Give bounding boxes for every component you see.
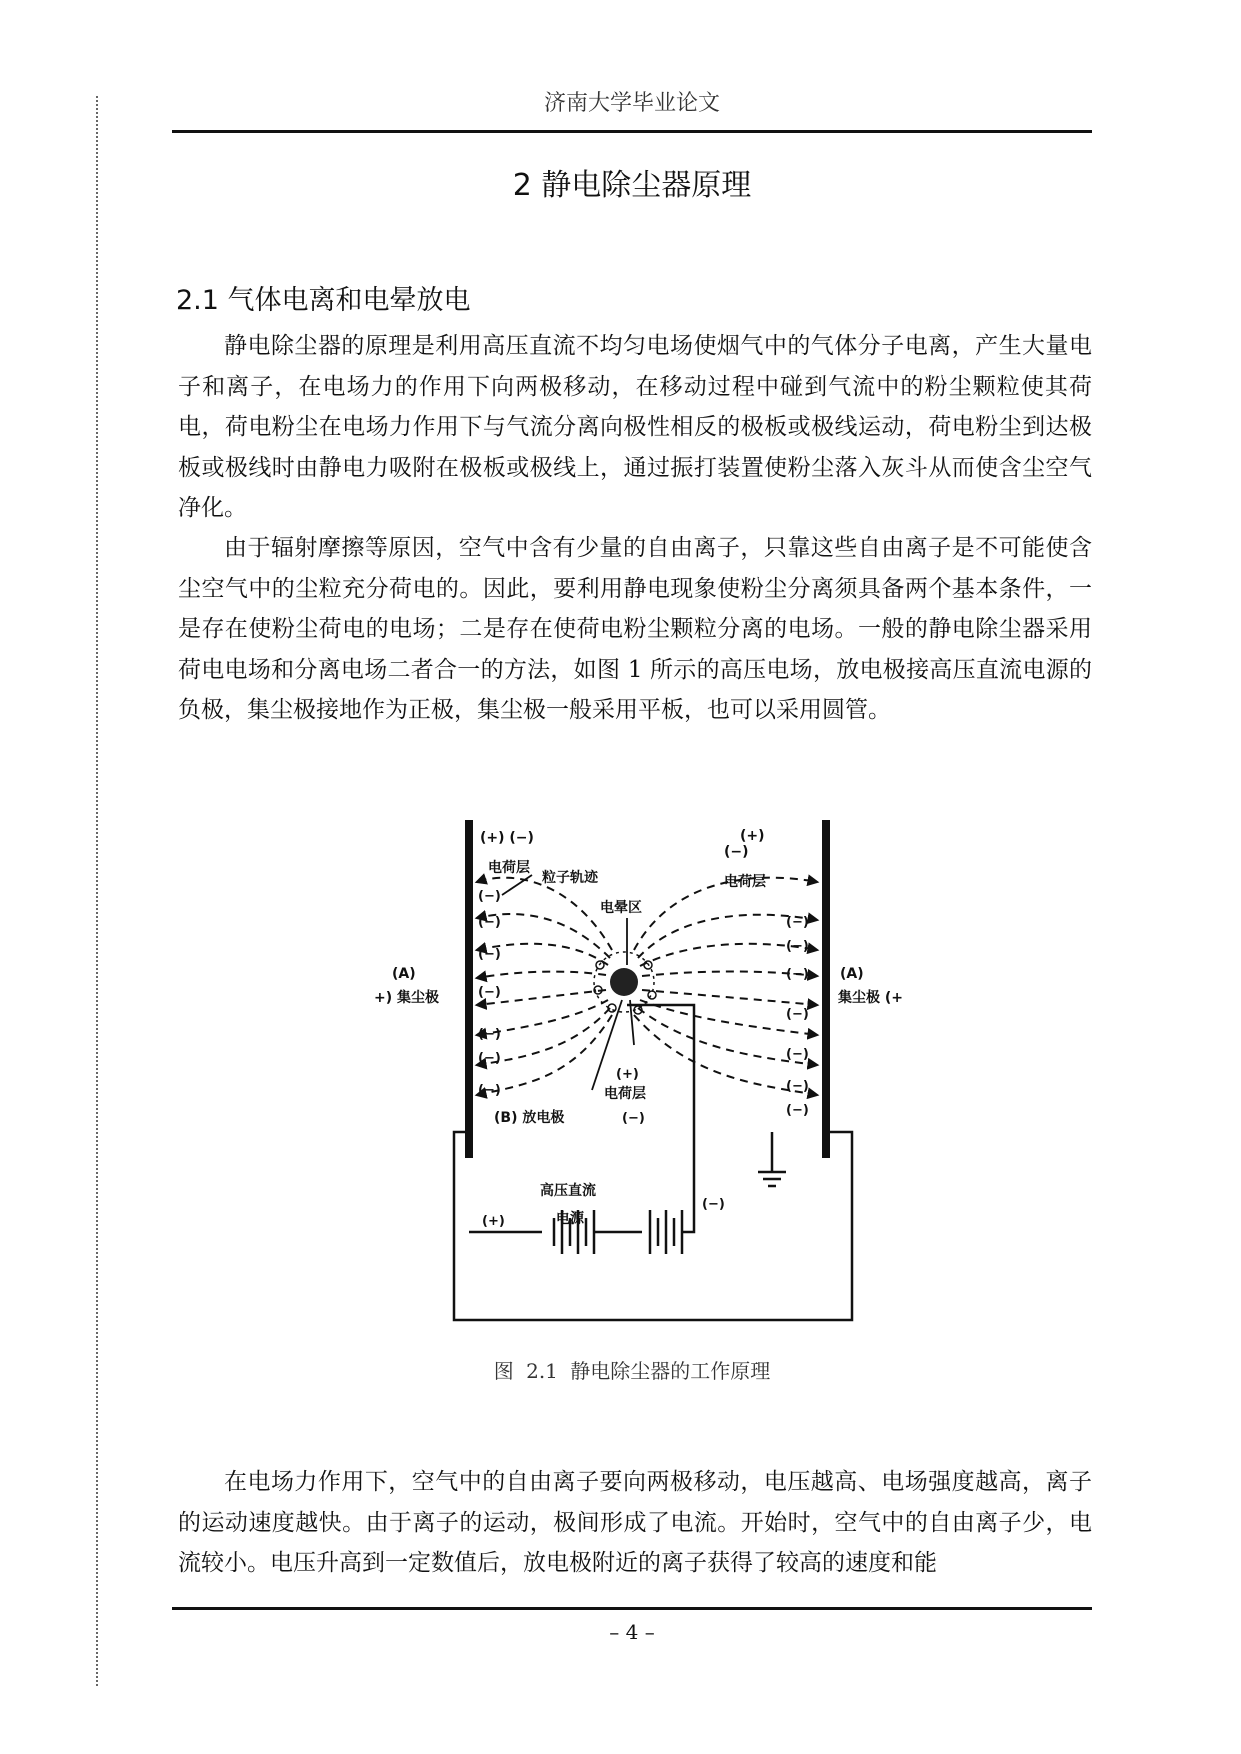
neg-charge-mark: (−) [786,967,809,982]
neg-charge-mark: (−) [786,915,809,930]
header-rule [172,130,1092,133]
label-power-supply-1: 高压直流 [540,1183,596,1199]
paragraph: 在电场力作用下，空气中的自由离子要向两极移动，电压越高、电场强度越高，离子的运动速度越快。由于离子的运动，极间形成了电流。开始时，空气中的自由离子少，电流较小。电压升高到一定数值后，放电极附近的离子获得了较高的速度和能 [178,1469,1092,1576]
neg-charge-mark: (−) [786,939,809,954]
label-center-plus: (+) [616,1067,639,1082]
label-left-top: (+) (−) [480,830,534,846]
collector-plate-right [822,820,830,1158]
neg-charge-mark: (−) [786,1007,809,1022]
figure-caption: 图 2.1 静电除尘器的工作原理 [493,1359,771,1383]
neg-charge-mark: (−) [478,1051,501,1066]
chapter-title: 2 静电除尘器原理 [512,168,752,203]
paragraph: 由于辐射摩擦等原因，空气中含有少量的自由离子，只靠这些自由离子是不可能使含尘空气中的尘粒充分荷电的。因此，要利用静电现象使粉尘分离须具备两个基本条件，一是存在使粉尘荷电的电场；二是存在使荷电粉尘颗粒分离的电场。一般的静电除尘器采用荷电电场和分离电场二者合一的方法，如图 1 所示的高压电场，放电极接高压直流电源的负极，集尘极接地作为正极，集尘极一般采用平板，也可以采用圆管。 [178,535,1092,723]
label-discharge-electrode: (B) 放电极 [494,1110,565,1126]
electrostatic-precipitator-figure [372,800,972,1340]
binding-margin-line [96,96,98,1686]
label-a-left: (A) [392,966,416,982]
neg-charge-mark: (−) [478,1083,501,1098]
label-a-right: (A) [840,966,864,982]
neg-charge-mark: (−) [786,1103,809,1118]
section-title: 2.1 气体电离和电晕放电 [176,285,471,316]
precipitator-diagram [372,800,972,1340]
neg-charge-mark: (−) [478,947,501,962]
neg-charge-mark: (−) [478,1027,501,1042]
neg-charge-mark: (−) [786,1079,809,1094]
label-collector-right: 集尘极 (+ [838,990,904,1006]
label-charge-layer-left: 电荷层 [488,860,530,876]
page-number: – 4 – [609,1620,655,1644]
neg-charge-mark: (−) [786,1047,809,1062]
page-header: 济南大学毕业论文 [543,91,720,116]
collector-plate-left [465,820,473,1158]
neg-charge-mark: (−) [478,889,501,904]
label-charge-layer-right: 电荷层 [724,874,766,890]
neg-charge-mark: (−) [478,915,501,930]
paragraph: 静电除尘器的原理是利用高压直流不均匀电场使烟气中的气体分子电离，产生大量电子和离子，在电场力的作用下向两极移动，在移动过程中碰到气流中的粉尘颗粒使其荷电，荷电粉尘在电场力作用下与气流分离向极性相反的极板或极线运动，荷电粉尘到达极板或极线时由静电力吸附在极板或极线上，通过振打装置使粉尘落入灰斗从而使含尘空气净化。 [178,333,1092,521]
label-right-top-plus: (+) [740,828,765,844]
label-power-supply-2: 电源 [556,1211,584,1227]
label-collector-left: +) 集尘极 [374,990,440,1006]
label-corona-zone: 电晕区 [600,900,642,916]
label-supply-plus: (+) [482,1214,505,1229]
field-lines [477,878,817,1095]
label-right-top-minus: (−) [724,844,749,860]
footer-rule [172,1607,1092,1610]
neg-charge-mark: (−) [478,985,501,1000]
label-supply-minus: (−) [702,1197,725,1212]
label-center-minus: (−) [622,1111,645,1126]
label-charge-layer-center: 电荷层 [604,1086,646,1102]
label-particle-track: 粒子轨迹 [542,870,598,886]
